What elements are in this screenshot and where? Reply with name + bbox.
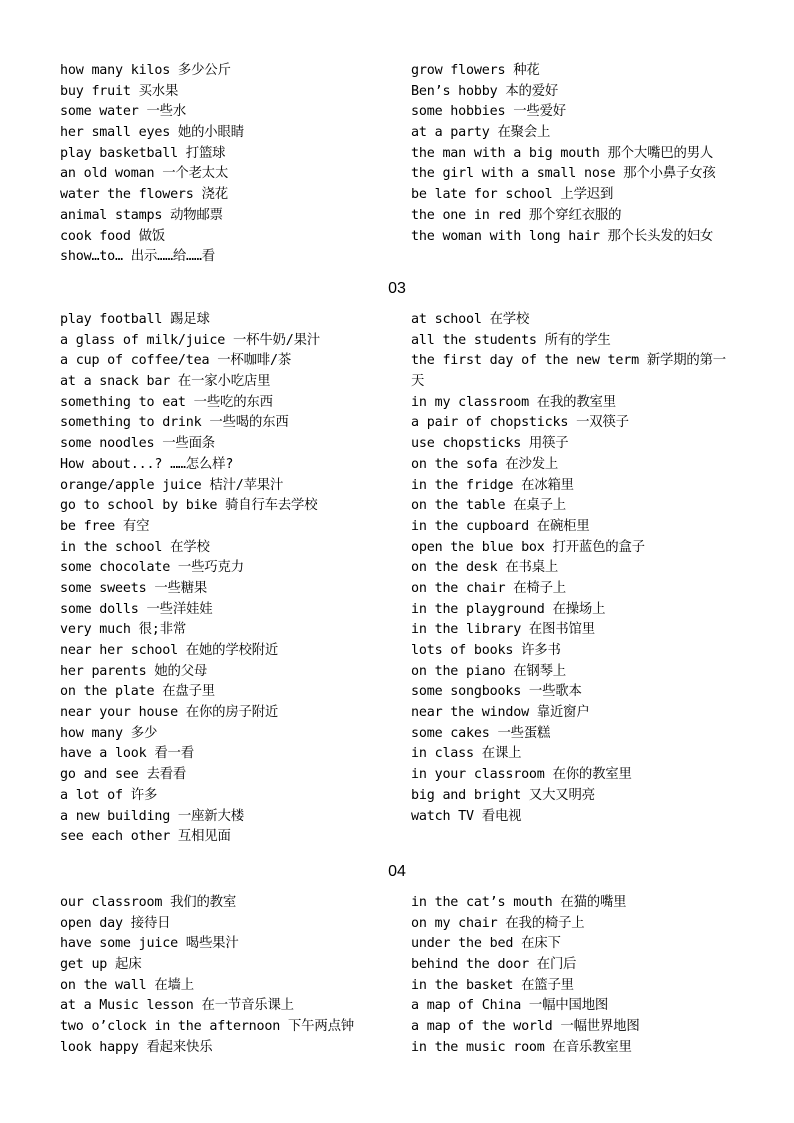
vocab-entry: two o’clock in the afternoon 下午两点钟: [60, 1019, 354, 1035]
vocab-entry: in class 在课上: [411, 746, 522, 762]
vocab-entry: something to drink 一些喝的东西: [60, 415, 289, 431]
vocab-entry: all the students 所有的学生: [411, 332, 611, 348]
vocab-entry: very much 很;非常: [60, 622, 187, 638]
vocab-entry: some hobbies 一些爱好: [411, 104, 566, 120]
vocab-entry: big and bright 又大又明亮: [411, 787, 595, 803]
vocab-section-03: [60, 310, 750, 848]
vocab-entry: watch TV 看电视: [411, 808, 522, 824]
vocab-entry: some noodles 一些面条: [60, 436, 215, 452]
vocab-entry: on the plate 在盘子里: [60, 684, 215, 700]
vocab-entry: near the window 靠近窗户: [411, 705, 590, 721]
vocab-section-04: [60, 893, 750, 1059]
vocab-entry: open day 接待日: [60, 915, 171, 931]
vocab-entry: near her school 在她的学校附近: [60, 643, 279, 658]
vocab-entry: how many kilos 多少公斤: [60, 63, 231, 78]
vocab-entry: have a look 看一看: [60, 746, 194, 762]
vocab-entry: on the table 在桌子上: [411, 498, 566, 514]
vocab-entry: in the basket 在篮子里: [411, 977, 574, 993]
vocab-entry: play football 踢足球: [60, 312, 210, 327]
vocab-entry: use chopsticks 用筷子: [411, 436, 569, 452]
vocab-entry: an old woman 一个老太太: [60, 166, 229, 182]
vocab-entry: a lot of 许多: [60, 787, 158, 803]
vocab-entry: on the wall 在墙上: [60, 977, 194, 993]
vocab-entry: be free 有空: [60, 518, 150, 534]
vocab-entry: on the desk 在书桌上: [411, 560, 559, 576]
vocab-entry: in your classroom 在你的教室里: [411, 767, 632, 783]
vocab-entry: play basketball 打篮球: [60, 145, 226, 161]
vocab-entry: behind the door 在门后: [411, 957, 577, 973]
vocab-entry: on the sofa 在沙发上: [411, 456, 559, 472]
vocab-entry: some songbooks 一些歌本: [411, 684, 582, 700]
vocab-entry: in the cat’s mouth 在猫的嘴里: [411, 895, 627, 910]
vocab-entry: get up 起床: [60, 957, 142, 973]
left-column: [60, 61, 411, 268]
vocab-entry: on the piano 在钢琴上: [411, 663, 566, 679]
vocab-entry: water the flowers 浇花: [60, 187, 228, 203]
right-column: [411, 893, 750, 1059]
vocab-entry: 天: [411, 374, 425, 390]
vocab-entry: grow flowers 种花: [411, 63, 540, 78]
vocab-entry: at a snack bar 在一家小吃店里: [60, 374, 271, 390]
vocab-entry: at a Music lesson 在一节音乐课上: [60, 998, 294, 1014]
vocab-entry: a map of China 一幅中国地图: [411, 998, 609, 1014]
vocab-entry: in the library 在图书馆里: [411, 622, 595, 638]
vocab-entry: in the playground 在操场上: [411, 601, 606, 617]
vocab-entry: Ben’s hobby 本的爱好: [411, 83, 559, 99]
vocab-entry: in my classroom 在我的教室里: [411, 394, 616, 410]
right-column: [411, 61, 750, 268]
vocab-entry: a map of the world 一幅世界地图: [411, 1019, 640, 1035]
vocab-entry: on my chair 在我的椅子上: [411, 915, 585, 931]
vocab-entry: on the chair 在椅子上: [411, 580, 566, 596]
vocab-entry: some dolls 一些洋娃娃: [60, 601, 213, 617]
vocab-entry: the one in red 那个穿红衣服的: [411, 207, 622, 223]
vocab-entry: in the cupboard 在碗柜里: [411, 518, 590, 534]
vocab-entry: some water 一些水: [60, 104, 187, 120]
vocab-entry: orange/apple juice 桔汁/苹果汁: [60, 477, 284, 493]
vocab-entry: some cakes 一些蛋糕: [411, 725, 551, 741]
vocab-entry: her small eyes 她的小眼睛: [60, 125, 244, 141]
vocab-entry: the woman with long hair 那个长头发的妇女: [411, 228, 714, 244]
vocab-entry: at a party 在聚会上: [411, 125, 551, 141]
vocab-entry: something to eat 一些吃的东西: [60, 394, 273, 410]
vocab-entry: be late for school 上学迟到: [411, 187, 614, 203]
left-column: [60, 893, 411, 1059]
vocab-entry: animal stamps 动物邮票: [60, 207, 223, 223]
vocab-entry: our classroom 我们的教室: [60, 895, 237, 910]
vocab-entry: go and see 去看看: [60, 767, 187, 783]
vocab-entry: how many 多少: [60, 725, 158, 741]
vocab-entry: have some juice 喝些果汁: [60, 936, 239, 952]
vocab-entry: go to school by bike 骑自行车去学校: [60, 498, 318, 514]
left-column: [60, 310, 411, 848]
vocab-entry: in the music room 在音乐教室里: [411, 1039, 632, 1055]
vocab-entry: near your house 在你的房子附近: [60, 705, 279, 721]
section-heading-03: 03: [388, 280, 406, 297]
vocab-entry: in the fridge 在冰箱里: [411, 477, 574, 493]
vocab-entry: open the blue box 打开蓝色的盒子: [411, 539, 645, 555]
section-heading-04: 04: [388, 863, 406, 880]
vocab-entry: the first day of the new term 新学期的第一: [411, 353, 726, 369]
vocab-entry: a pair of chopsticks 一双筷子: [411, 415, 629, 431]
vocab-entry: under the bed 在床下: [411, 936, 561, 952]
vocab-entry: show…to… 出示……给……看: [60, 249, 215, 265]
vocab-entry: look happy 看起来快乐: [60, 1039, 213, 1055]
vocab-entry: a cup of coffee/tea 一杯咖啡/茶: [60, 353, 292, 369]
vocab-entry: a new building 一座新大楼: [60, 808, 244, 824]
vocab-entry: a glass of milk/juice 一杯牛奶/果汁: [60, 332, 320, 348]
vocab-entry: see each other 互相见面: [60, 829, 231, 845]
vocab-section-1: [60, 61, 750, 268]
vocab-entry: lots of books 许多书: [411, 643, 561, 658]
vocab-entry: at school 在学校: [411, 312, 530, 327]
vocab-entry: the man with a big mouth 那个大嘴巴的男人: [411, 145, 714, 161]
vocab-entry: buy fruit 买水果: [60, 83, 179, 99]
vocab-entry: her parents 她的父母: [60, 663, 208, 679]
vocab-entry: in the school 在学校: [60, 539, 210, 555]
vocab-entry: some chocolate 一些巧克力: [60, 560, 244, 576]
vocab-entry: the girl with a small nose 那个小鼻子女孩: [411, 166, 716, 182]
right-column: [411, 310, 750, 848]
vocab-entry: cook food 做饭: [60, 228, 165, 244]
vocab-entry: How about...? ……怎么样?: [60, 456, 234, 472]
vocab-entry: some sweets 一些糖果: [60, 580, 208, 596]
